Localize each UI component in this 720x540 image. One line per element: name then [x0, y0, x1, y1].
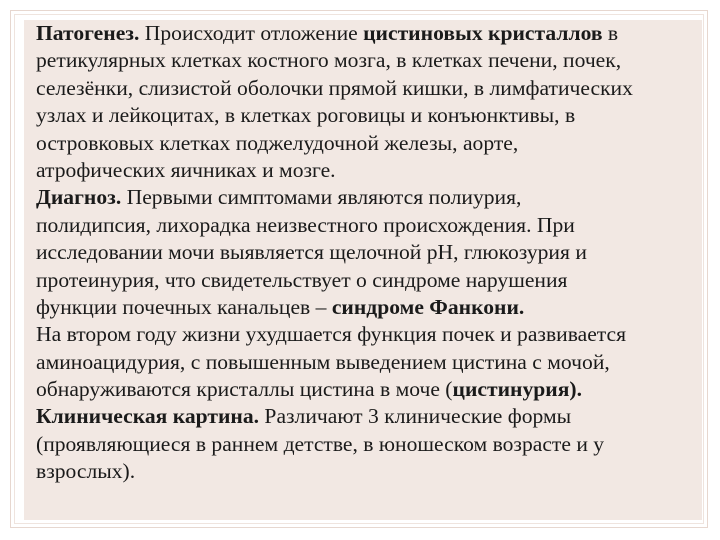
text-line: узлах и лейкоцитах, в клетках роговицы и конъюнктивы, в — [36, 103, 576, 128]
diagnosis-heading: Диагноз. — [36, 185, 122, 210]
text-run: функции почечных канальцев – — [36, 294, 332, 319]
fanconi-syndrome-term: синдроме Фанкони. — [331, 294, 525, 319]
text-run: обнаруживаются кристаллы цистина в моче ( — [36, 377, 453, 402]
text-line: островковых клетках поджелудочной железы, аорте, — [36, 130, 519, 155]
text-run: Происходит отложение — [139, 21, 364, 45]
text-line: ретикулярных клетках костного мозга, в клетках печени, почек, — [36, 48, 622, 73]
text-line: взрослых). — [36, 459, 136, 484]
pathogenesis-heading: Патогенез. — [36, 21, 140, 45]
text-line — [36, 376, 702, 403]
body-text — [36, 20, 702, 486]
text-line — [36, 403, 702, 430]
text-line: протеинурия, что свидетельствует о синдроме нарушения — [36, 267, 568, 292]
text-line — [36, 294, 702, 321]
text-run: Первыми симптомами являются полиурия, — [121, 185, 522, 210]
text-line: исследовании мочи выявляется щелочной рН, глюкозурия и — [36, 240, 587, 265]
text-line: На втором году жизни ухудшается функция почек и развивается — [36, 322, 627, 347]
cystinuria-term: цистинурия). — [452, 377, 582, 402]
text-line: селезёнки, слизистой оболочки прямой кишки, в лимфатических — [36, 75, 633, 100]
clinical-picture-heading: Клиническая картина. — [36, 404, 260, 429]
text-line — [36, 184, 702, 211]
text-line: (проявляющиеся в раннем детстве, в юношеском возрасте и у — [36, 431, 605, 456]
text-line: полидипсия, лихорадка неизвестного происхождения. При — [36, 212, 575, 237]
text-line — [36, 20, 702, 47]
text-line: аминоацидурия, с повышенным выведением цистина с мочой, — [36, 349, 610, 374]
cystine-crystals-term: цистиновых кристаллов — [363, 21, 603, 45]
text-run: в — [602, 21, 619, 45]
text-line: атрофических яичниках и мозге. — [36, 157, 336, 182]
text-run: Различают 3 клинические формы — [259, 404, 572, 429]
